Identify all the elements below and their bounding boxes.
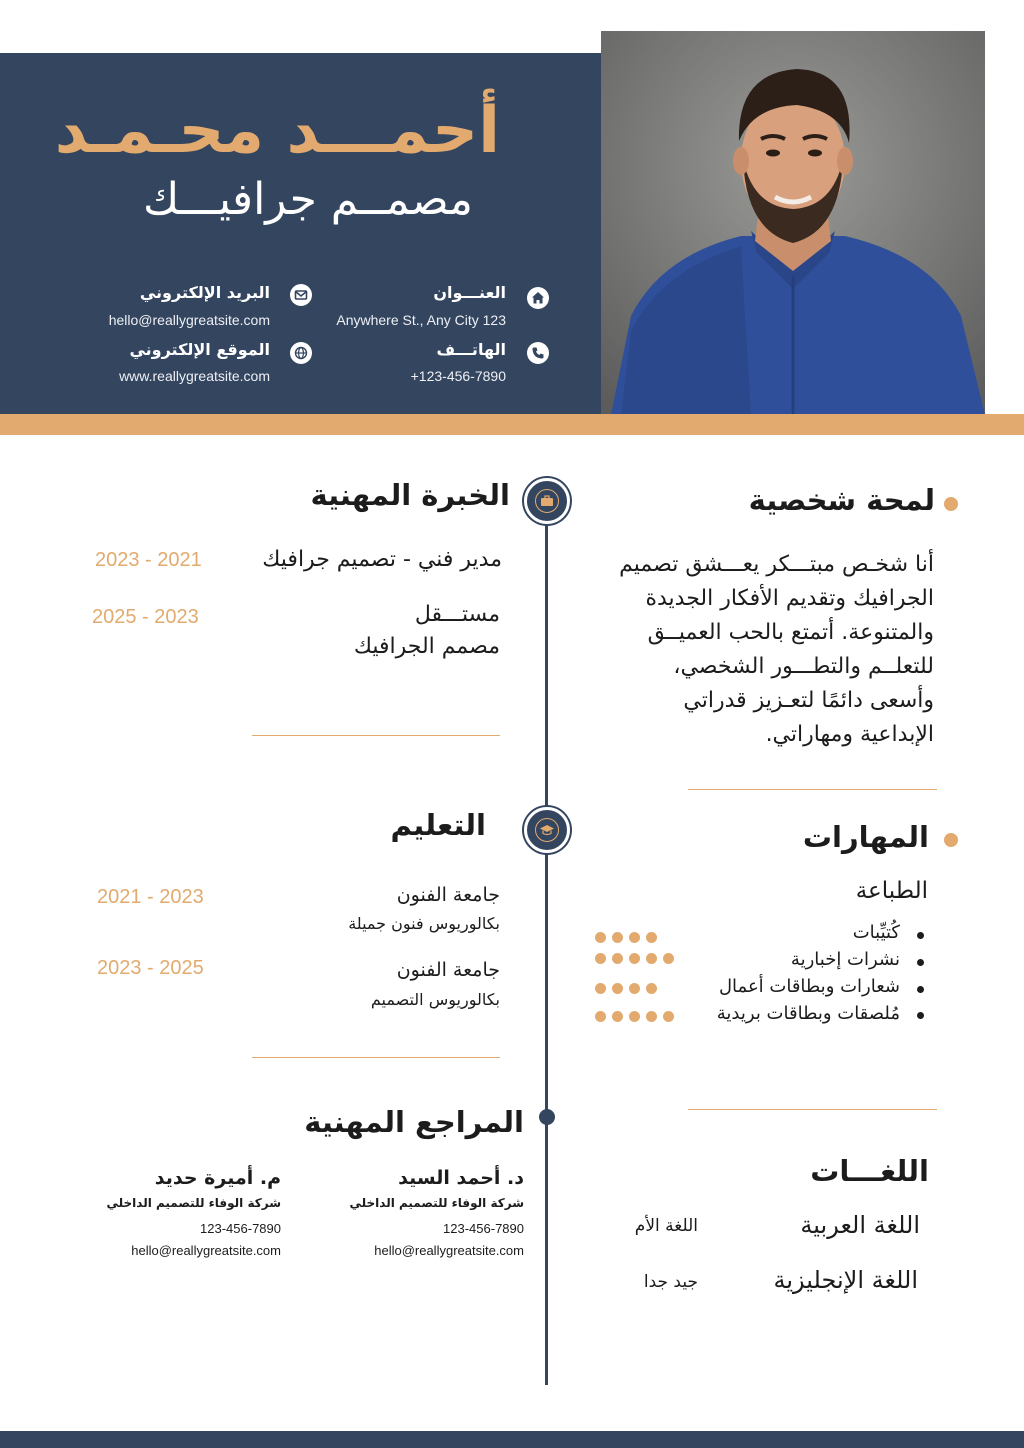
skill-4-label: مُلصقات وبطاقات بريدية xyxy=(716,1003,900,1024)
website-value[interactable]: www.reallygreatsite.com xyxy=(119,368,270,384)
experience-1-years: 2023 - 2021 xyxy=(95,549,202,571)
experience-2-years: 2025 - 2023 xyxy=(92,606,199,628)
phone-icon xyxy=(527,342,549,364)
skill-3-rating xyxy=(595,983,657,994)
skill-4-bullet xyxy=(917,1012,924,1019)
experience-divider xyxy=(252,735,500,736)
globe-icon xyxy=(290,342,312,364)
skill-1-rating xyxy=(595,932,657,943)
profile-bullet xyxy=(944,497,958,511)
skill-4-rating xyxy=(595,1011,674,1022)
email-value[interactable]: hello@reallygreatsite.com xyxy=(108,312,270,328)
website-label: الموقع الإلكتروني xyxy=(129,340,270,359)
skills-title: المهارات xyxy=(802,820,929,854)
accent-band xyxy=(0,414,1024,435)
profile-divider xyxy=(688,789,937,790)
language-1-level: اللغة الأم xyxy=(634,1216,698,1236)
reference-1-name: د. أحمد السيد xyxy=(398,1167,524,1189)
skill-2-rating xyxy=(595,953,674,964)
home-icon xyxy=(527,287,549,309)
education-1-school: جامعة الفنون xyxy=(396,884,500,906)
profile-text: أنا شخـص مبتـــكر يعـــشق تصميم الجرافيك وتقديم الأفكار الجديدة والمتنوعة. أتمتع بالحب العميــق للتعلــم والتطـــور الشخصي، وأسعى دائمًا لتعـزيز قدراتي الإبداعية ومهاراتي. xyxy=(619,552,934,747)
candidate-name: أحمـــد محـمـد xyxy=(54,94,500,168)
profile-photo xyxy=(601,31,985,415)
education-1-degree: بكالوريوس فنون جميلة xyxy=(348,914,500,933)
profile-title: لمحة شخصية xyxy=(748,483,935,517)
language-1-name: اللغة العربية xyxy=(800,1211,920,1239)
timeline-line xyxy=(545,520,548,1385)
experience-title: الخبرة المهنية xyxy=(310,478,510,512)
graduation-cap-icon xyxy=(535,818,559,842)
footer-band xyxy=(0,1431,1024,1448)
address-value: Anywhere St., Any City 123 xyxy=(336,312,506,328)
skills-bullet xyxy=(944,833,958,847)
reference-2-company: شركة الوفاء للتصميم الداخلي xyxy=(106,1196,281,1210)
mail-icon xyxy=(290,284,312,306)
education-badge xyxy=(524,807,570,853)
reference-1-phone[interactable]: 123-456-7890 xyxy=(443,1221,524,1236)
reference-1-email[interactable]: hello@reallygreatsite.com xyxy=(374,1243,524,1258)
skill-3-label: شعارات وبطاقات أعمال xyxy=(718,976,900,997)
skill-2-bullet xyxy=(917,959,924,966)
skills-subtitle: الطباعة xyxy=(855,878,928,904)
briefcase-icon xyxy=(535,489,559,513)
experience-2-role-line2: مصمم الجرافيك xyxy=(353,634,500,659)
education-divider xyxy=(252,1057,500,1058)
experience-badge xyxy=(524,478,570,524)
languages-title: اللغـــات xyxy=(810,1154,929,1188)
email-label: البريد الإلكتروني xyxy=(139,283,270,302)
language-2-name: اللغة الإنجليزية xyxy=(773,1266,918,1294)
education-2-school: جامعة الفنون xyxy=(396,959,500,981)
reference-2-email[interactable]: hello@reallygreatsite.com xyxy=(131,1243,281,1258)
reference-2-name: م. أميرة حديد xyxy=(154,1167,281,1189)
skills-divider xyxy=(688,1109,937,1110)
skill-1-bullet xyxy=(917,932,924,939)
skill-3-bullet xyxy=(917,986,924,993)
education-2-years: 2023 - 2025 xyxy=(97,957,204,979)
references-title: المراجع المهنية xyxy=(304,1105,524,1139)
reference-2-phone[interactable]: 123-456-7890 xyxy=(200,1221,281,1236)
education-1-years: 2021 - 2023 xyxy=(97,886,204,908)
address-label: العنـــوان xyxy=(433,283,506,302)
phone-value[interactable]: +123-456-7890 xyxy=(410,368,506,384)
skill-2-label: نشرات إخبارية xyxy=(790,949,900,970)
language-2-level: جيد جدا xyxy=(643,1272,698,1292)
portrait-illustration xyxy=(601,31,985,415)
experience-2-role-line1: مستـــقل xyxy=(414,602,500,627)
reference-1-company: شركة الوفاء للتصميم الداخلي xyxy=(349,1196,524,1210)
candidate-role: مصمــم جرافيـــك xyxy=(143,174,473,225)
phone-label: الهاتـــف xyxy=(436,340,506,359)
skill-1-label: كُتيِّبات xyxy=(852,922,900,943)
education-title: التعليم xyxy=(390,808,486,842)
education-2-degree: بكالوريوس التصميم xyxy=(370,990,500,1009)
experience-1-role: مدير فني - تصميم جرافيك xyxy=(262,547,502,572)
references-dot xyxy=(539,1109,555,1125)
